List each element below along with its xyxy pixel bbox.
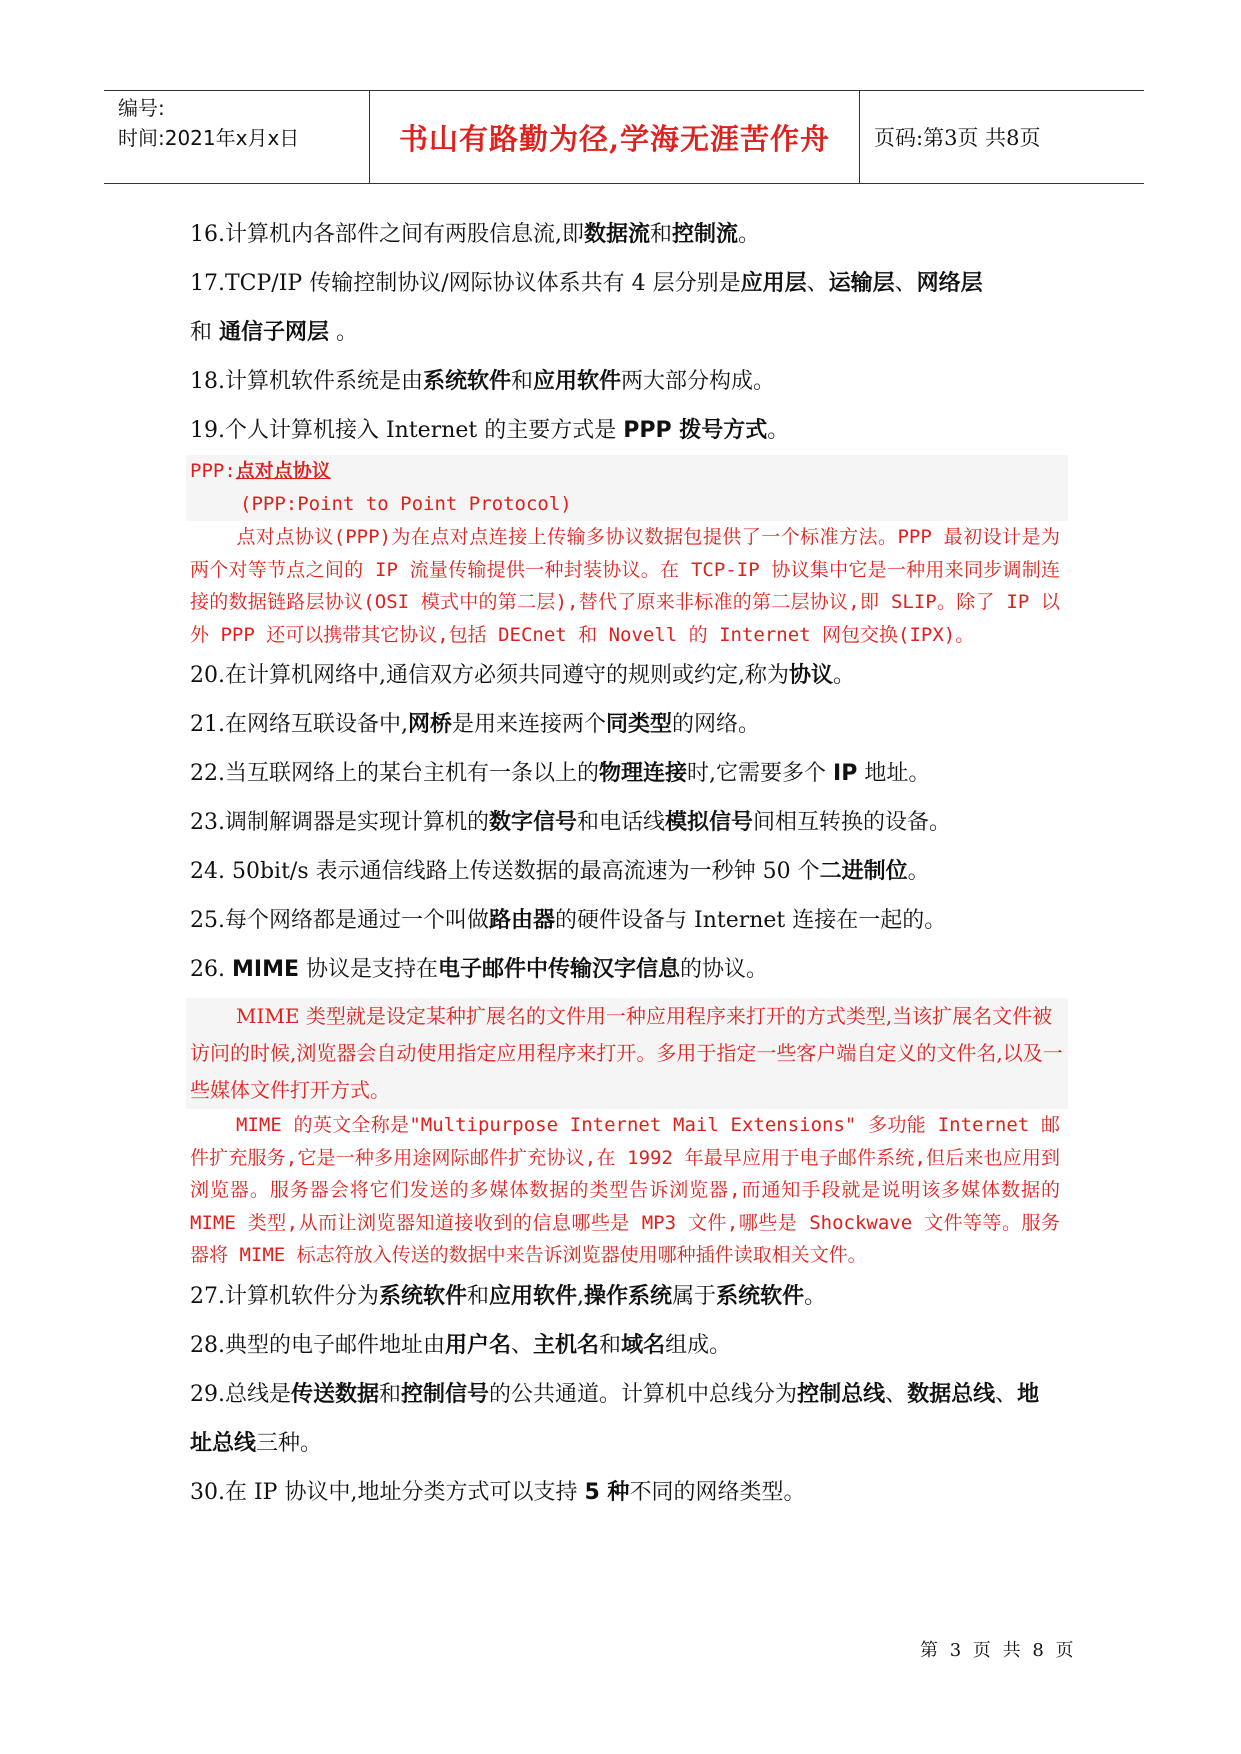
ppp-title: PPP:点对点协议 xyxy=(190,460,331,482)
question-22: 22.当互联网络上的某台主机有一条以上的物理连接时,它需要多个 IP 地址。 xyxy=(190,761,931,786)
header-info xyxy=(104,91,370,183)
number-label: 编号: xyxy=(118,96,165,120)
mime-note-1: MIME 类型就是设定某种扩展名的文件用一种应用程序来打开的方式类型,当该扩展名文件被访问的时候,浏览器会自动使用指定应用程序来打开。多用于指定一些客户端自定义的文件名,以及一些媒体文件打开方式。 xyxy=(186,998,1068,1109)
question-20: 20.在计算机网络中,通信双方必须共同遵守的规则或约定,称为协议。 xyxy=(190,663,856,688)
ppp-body: 点对点协议(PPP)为在点对点连接上传输多协议数据包提供了一个标准方法。PPP 最初设计是为两个对等节点之间的 IP 流量传输提供一种封装协议。在 TCP-IP 协议集中它是一种用来同步调制连接的数据链路层协议(OSI 模式中的第二层),替代了原来非标准的第二层协议,即 SLIP。除了 IP 以外 PPP 还可以携带其它协议,包括 DECnet 和 Novell 的 Internet 网包交换(IPX)。 xyxy=(190,526,1060,646)
question-28: 28.典型的电子邮件地址由用户名、主机名和域名组成。 xyxy=(190,1332,732,1358)
ppp-note xyxy=(186,455,1068,521)
header-page-label: 页码:第3页 共8页 xyxy=(874,126,1041,150)
question-21: 21.在网络互联设备中,网桥是用来连接两个同类型的网络。 xyxy=(190,712,761,737)
header-table xyxy=(104,90,1144,184)
header-motto: 书山有路勤为径,学海无涯苦作舟 xyxy=(370,91,860,183)
question-23: 23.调制解调器是实现计算机的数字信号和电话线模拟信号间相互转换的设备。 xyxy=(190,810,952,835)
question-19: 19.个人计算机接入 Internet 的主要方式是 PPP 拨号方式。 xyxy=(190,418,790,443)
question-18: 18.计算机软件系统是由系统软件和应用软件两大部分构成。 xyxy=(190,369,776,394)
ppp-subtitle: (PPP:Point to Point Protocol) xyxy=(240,493,572,515)
question-27: 27.计算机软件分为系统软件和应用软件,操作系统属于系统软件。 xyxy=(190,1283,827,1309)
mime-note-2: MIME 的英文全称是"Multipurpose Internet Mail Extensions" 多功能 Internet 邮件扩充服务,它是一种多用途网际邮件扩充协议,在 1992 年最早应用于电子邮件系统,但后来也应用到浏览器。服务器会将它们发送的多媒体数据的类型告诉浏览器,而通知手段就是说明该多媒体数据的 MIME 类型,从而让浏览器知道接收到的信息哪些是 MP3 文件,哪些是 Shockwave 文件等等。服务器将 MIME 标志符放入传送的数据中来告诉浏览器使用哪种插件读取相关文件。 xyxy=(190,1114,1060,1266)
document-body xyxy=(190,210,1063,1517)
question-26: 26. MIME 协议是支持在电子邮件中传输汉字信息的协议。 xyxy=(190,957,769,982)
question-16: 16.计算机内各部件之间有两股信息流,即数据流和控制流。 xyxy=(190,222,761,247)
page-footer: 第 3 页 共 8 页 xyxy=(920,1640,1077,1661)
time-label: 时间:2021年x月x日 xyxy=(118,126,300,150)
question-17: 17.TCP/IP 传输控制协议/网际协议体系共有 4 层分别是应用层、运输层、网络层 xyxy=(190,271,983,296)
question-29: 29.总线是传送数据和控制信号的公共通道。计算机中总线分为控制总线、数据总线、地址总线三种。 xyxy=(190,1381,1040,1456)
question-25: 25.每个网络都是通过一个叫做路由器的硬件设备与 Internet 连接在一起的。 xyxy=(190,908,947,933)
question-30: 30.在 IP 协议中,地址分类方式可以支持 5 种不同的网络类型。 xyxy=(190,1479,806,1505)
question-17-cont: 和 通信子网层 。 xyxy=(190,320,359,345)
question-24: 24. 50bit/s 表示通信线路上传送数据的最高流速为一秒钟 50 个二进制位。 xyxy=(190,859,930,884)
